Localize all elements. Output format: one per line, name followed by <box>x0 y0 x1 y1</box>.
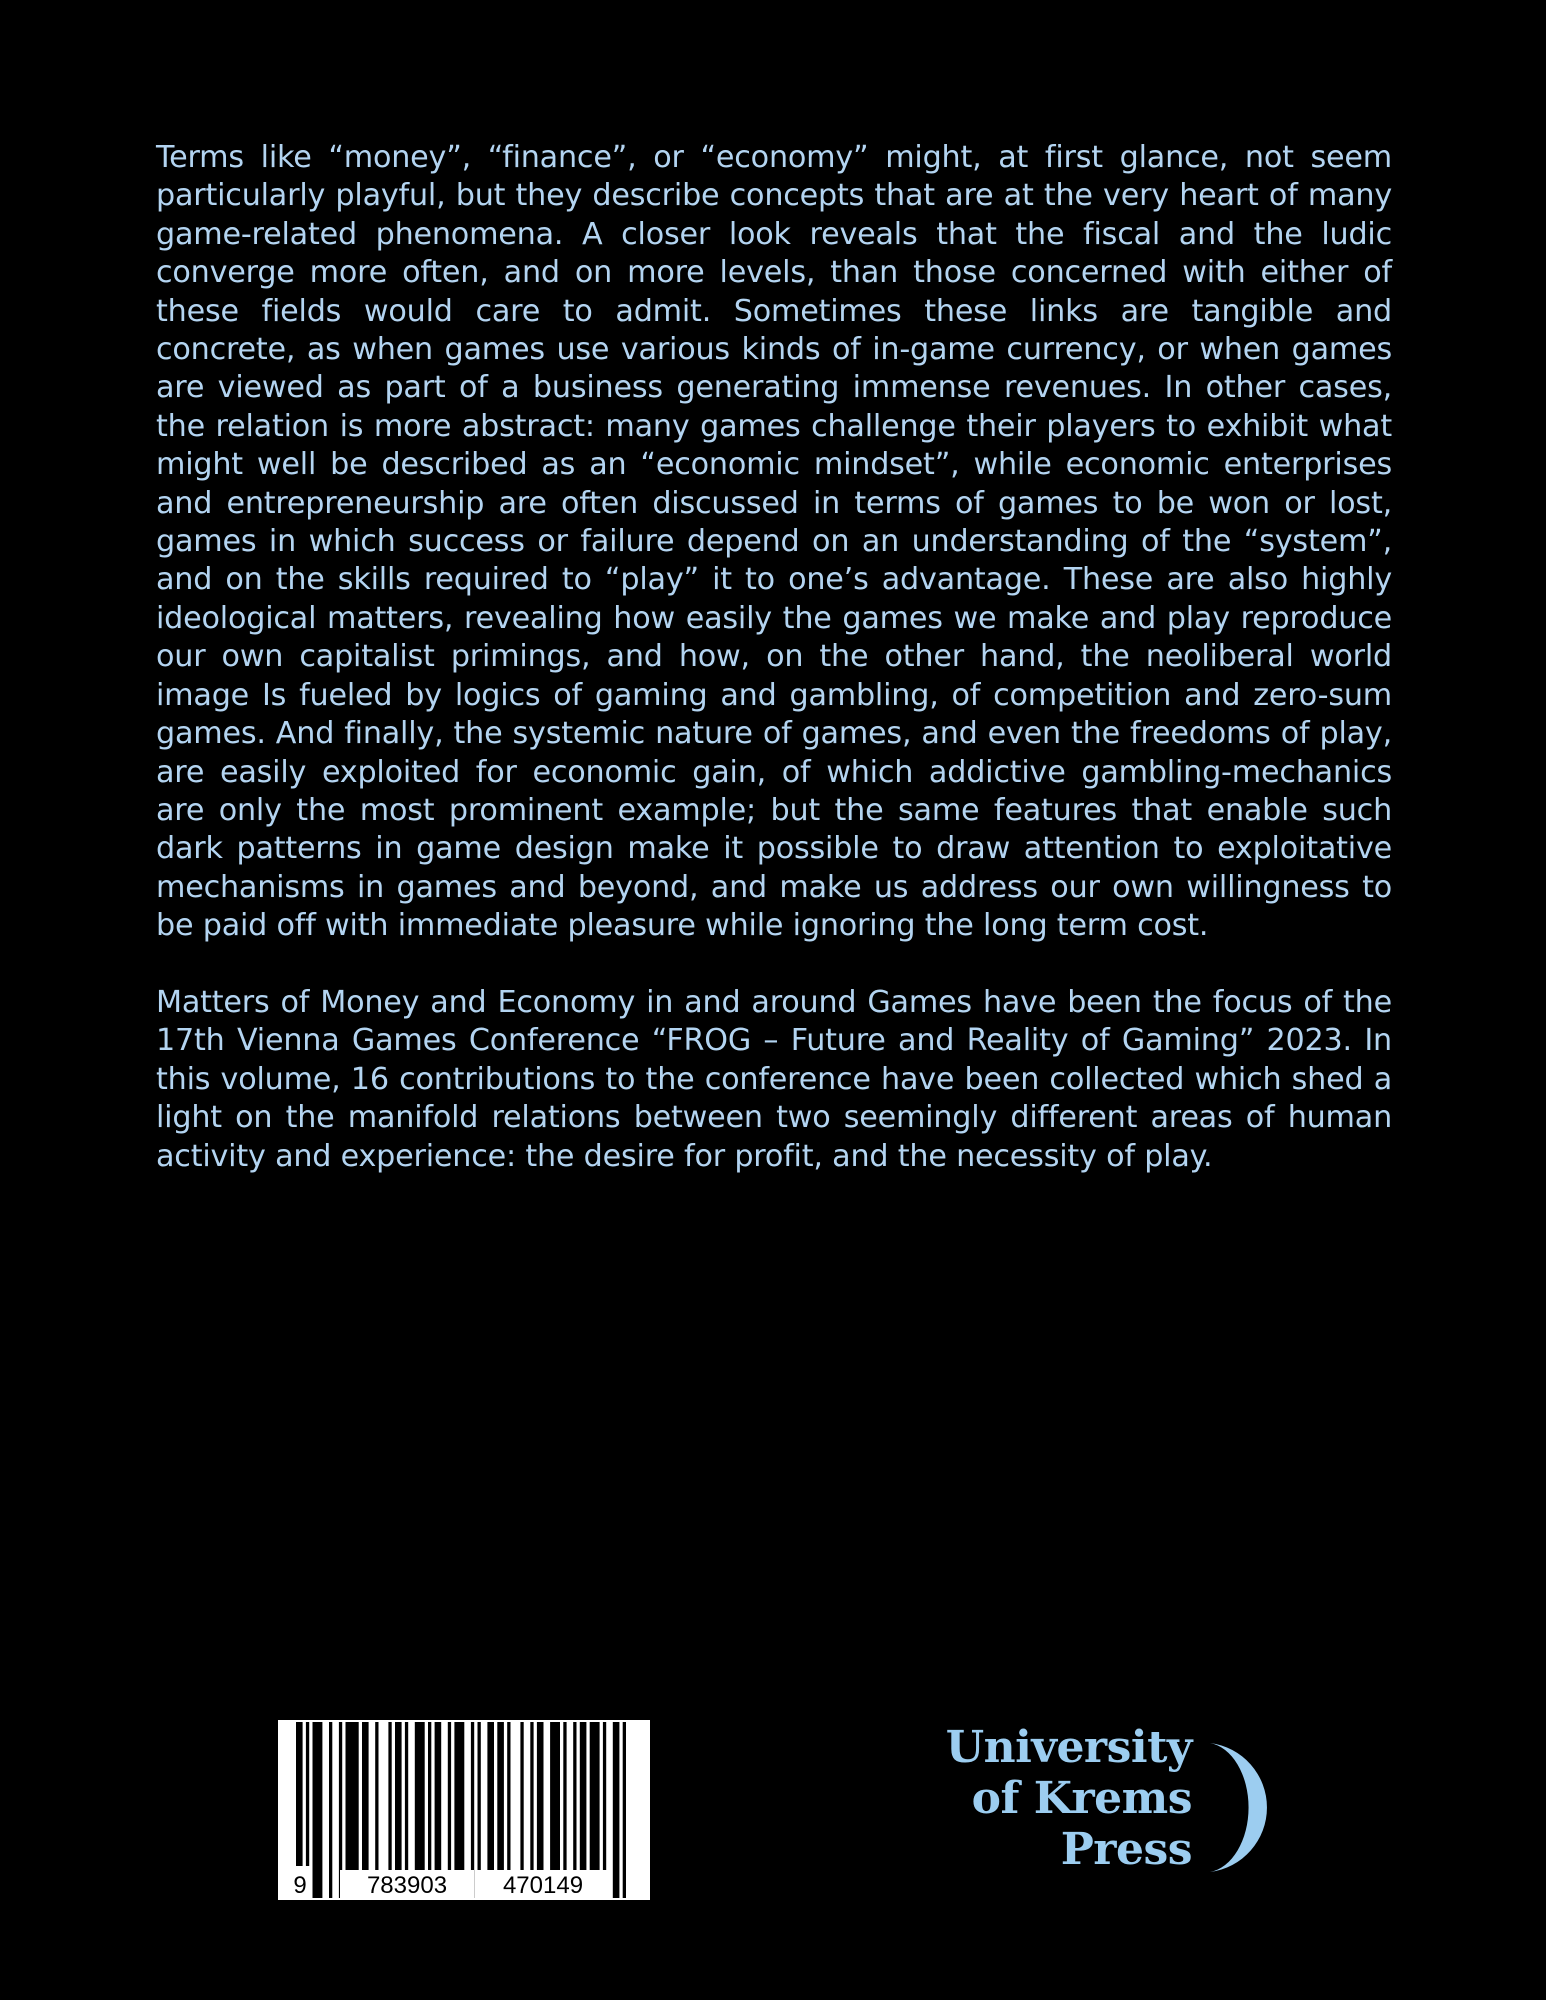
publisher-logo <box>945 1722 1282 1882</box>
crescent-moon-star-icon <box>1202 1740 1282 1875</box>
publisher-line-1: University <box>945 1722 1192 1773</box>
isbn-barcode <box>278 1720 650 1900</box>
barcode-bar <box>313 1722 323 1898</box>
barcode-bar <box>613 1722 620 1898</box>
back-cover-blurb <box>156 139 1392 1176</box>
publisher-wordmark <box>946 1722 1192 1875</box>
barcode-group-right: 470149 <box>502 1872 584 1899</box>
publisher-line-3: Press <box>1060 1824 1192 1875</box>
blurb-paragraph-1: Terms like “money”, “finance”, or “economy” might, at first glance, not seem particularly playful, but they describe concepts that are at the very heart of many game-related phenomena. A closer look reveals that the fiscal and the ludic converge more often, and on more levels, than those concerned with either of these fields would care to admit. Sometimes these links are tangible and concrete, as when games use various kinds of in-game currency, or when games are viewed as part of a business generating immense revenues. In other cases, the relation is more abstract: many games challenge their players to exhibit what might well be described as an “economic mindset”, while economic enterprises and entrepreneurship are often discussed in terms of games to be won or lost, games in which success or failure depend on an understanding of the “system”, and on the skills required to “play” it to one’s advantage. These are also highly ideological matters, revealing how easily the games we make and play reproduce our own capitalist primings, and how, on the other hand, the neoliberal world image Is fueled by logics of gaming and gambling, of competition and zero-sum games. And finally, the systemic nature of games, and even the freedoms of play, are easily exploited for economic gain, of which addictive gambling-mechanics are only the most prominent example; but the same features that enable such dark patterns in game design make it possible to draw attention to exploitative mechanisms in games and beyond, and make us address our own willingness to be paid off with immediate pleasure while ignoring the long term cost. <box>156 140 1392 944</box>
blurb-paragraph-2: Matters of Money and Economy in and around Games have been the focus of the 17th Vienna Games Conference “FROG – Future and Reality of Gaming” 2023. In this volume, 16 contributions to the conference have been collected which shed a light on the manifold relations between two seemingly different areas of human activity and experience: the desire for profit, and the necessity of play. <box>156 984 1392 1174</box>
barcode-bar <box>623 1722 626 1898</box>
barcode-bars <box>278 1720 650 1900</box>
barcode-bar <box>329 1722 332 1898</box>
barcode-group-left: 783903 <box>366 1872 448 1899</box>
publisher-line-2: of Krems <box>971 1773 1192 1824</box>
barcode-digit-lead: 9 <box>293 1872 307 1899</box>
